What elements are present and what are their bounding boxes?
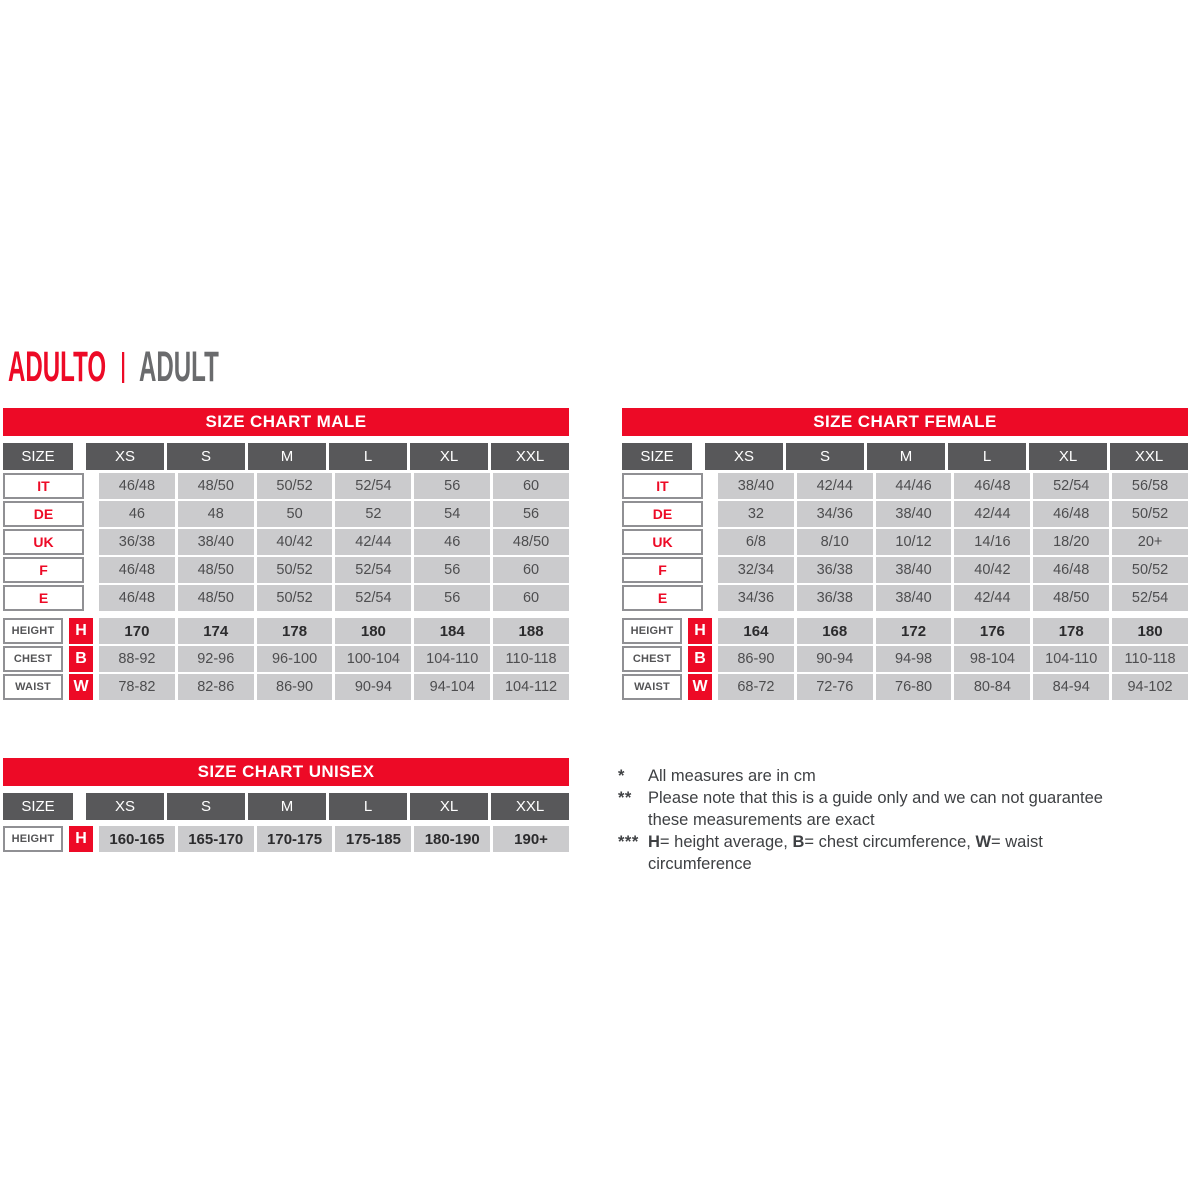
size-row-values: [718, 529, 1188, 555]
row-label-uk: UK: [622, 529, 703, 555]
size-value-cell: 38/40: [876, 557, 952, 583]
size-value-cell: 60: [493, 557, 569, 583]
size-value-cell: 52: [335, 501, 411, 527]
measure-value-cell: 94-102: [1112, 674, 1188, 700]
size-value-cell: 14/16: [954, 529, 1030, 555]
row-label-de: DE: [622, 501, 703, 527]
table-title-banner-unisex: SIZE CHART UNISEX: [3, 758, 569, 786]
footnote-item-3: [618, 831, 1196, 875]
size-value-cell: 44/46: [876, 473, 952, 499]
measure-value-cell: 180: [335, 618, 411, 644]
size-value-cell: 42/44: [954, 585, 1030, 611]
measure-row-values: [718, 618, 1188, 644]
size-value-cell: 48/50: [178, 585, 254, 611]
column-header-xxl: XXL: [1110, 443, 1188, 470]
measure-badge-h: H: [69, 618, 93, 644]
column-header-cells: [705, 443, 1188, 470]
size-value-cell: 20+: [1112, 529, 1188, 555]
column-header-xs: XS: [86, 793, 164, 820]
measure-badge-b: B: [69, 646, 93, 672]
size-value-cell: 8/10: [797, 529, 873, 555]
size-row-de: [622, 501, 1188, 527]
column-header-row: [622, 443, 1188, 470]
measure-row-values: [99, 826, 569, 852]
measure-label-height: HEIGHT: [3, 826, 63, 852]
measure-value-cell: 80-84: [954, 674, 1030, 700]
measure-value-cell: 104-110: [414, 646, 490, 672]
measure-value-cell: 178: [1033, 618, 1109, 644]
size-value-cell: 32/34: [718, 557, 794, 583]
size-row-values: [718, 473, 1188, 499]
measure-value-cell: 188: [493, 618, 569, 644]
footnote-segment: All measures are in cm: [648, 767, 816, 785]
size-header-cell: SIZE: [3, 443, 73, 470]
footnote-marker: **: [618, 789, 632, 807]
size-chart-unisex-table: [3, 758, 569, 854]
size-row-values: [99, 529, 569, 555]
footnote-item-1: [618, 765, 1196, 787]
size-row-it: [622, 473, 1188, 499]
column-header-l: L: [329, 793, 407, 820]
measure-value-cell: 184: [414, 618, 490, 644]
size-row-f: [3, 557, 569, 583]
size-row-values: [99, 501, 569, 527]
size-value-cell: 52/54: [1112, 585, 1188, 611]
size-row-values: [99, 473, 569, 499]
size-value-cell: 52/54: [1033, 473, 1109, 499]
measure-row-chest: [3, 646, 569, 672]
column-header-l: L: [329, 443, 407, 470]
footnote-marker: ***: [618, 833, 639, 851]
size-value-cell: 52/54: [335, 473, 411, 499]
column-header-cells: [86, 793, 569, 820]
measure-badge-w: W: [688, 674, 712, 700]
row-label-f: F: [3, 557, 84, 583]
column-header-xl: XL: [1029, 443, 1107, 470]
measure-value-cell: 76-80: [876, 674, 952, 700]
measure-row-waist: [3, 674, 569, 700]
measure-value-cell: 86-90: [718, 646, 794, 672]
footnote-item-2: [618, 787, 1196, 831]
measure-value-cell: 98-104: [954, 646, 1030, 672]
column-header-s: S: [786, 443, 864, 470]
size-value-cell: 42/44: [797, 473, 873, 499]
size-value-cell: 48: [178, 501, 254, 527]
measure-value-cell: 86-90: [257, 674, 333, 700]
size-value-cell: 56/58: [1112, 473, 1188, 499]
column-header-s: S: [167, 793, 245, 820]
measure-value-cell: 174: [178, 618, 254, 644]
size-value-cell: 34/36: [797, 501, 873, 527]
row-label-it: IT: [622, 473, 703, 499]
size-value-cell: 56: [414, 585, 490, 611]
measure-value-cell: 172: [876, 618, 952, 644]
measure-row-values: [99, 618, 569, 644]
column-header-m: M: [867, 443, 945, 470]
column-header-row: [3, 793, 569, 820]
footnote-bold-term: B: [792, 833, 805, 851]
measure-label-height: HEIGHT: [3, 618, 63, 644]
measure-row-values: [718, 646, 1188, 672]
row-label-de: DE: [3, 501, 84, 527]
title-separator: [122, 352, 124, 383]
measure-badge-b: B: [688, 646, 712, 672]
measure-row-height: [622, 618, 1188, 644]
measure-value-cell: 96-100: [257, 646, 333, 672]
column-header-xl: XL: [410, 443, 488, 470]
footnote-text: [648, 765, 816, 787]
measure-badge-h: H: [688, 618, 712, 644]
size-row-values: [99, 585, 569, 611]
size-value-cell: 50/52: [1112, 557, 1188, 583]
size-value-cell: 56: [414, 557, 490, 583]
row-label-f: F: [622, 557, 703, 583]
size-value-cell: 10/12: [876, 529, 952, 555]
size-row-uk: [622, 529, 1188, 555]
footnote-bold-term: W: [975, 833, 992, 851]
measure-value-cell: 92-96: [178, 646, 254, 672]
size-value-cell: 46: [414, 529, 490, 555]
measure-label-height: HEIGHT: [622, 618, 682, 644]
size-value-cell: 52/54: [335, 557, 411, 583]
size-value-cell: 50: [257, 501, 333, 527]
measure-value-cell: 82-86: [178, 674, 254, 700]
measure-row-height: [3, 618, 569, 644]
column-header-xl: XL: [410, 793, 488, 820]
size-value-cell: 46/48: [1033, 557, 1109, 583]
measure-label-waist: WAIST: [622, 674, 682, 700]
size-value-cell: 50/52: [257, 473, 333, 499]
measure-label-chest: CHEST: [3, 646, 63, 672]
footnote-text: [648, 831, 1145, 875]
measure-value-cell: 72-76: [797, 674, 873, 700]
footnote-marker: *: [618, 767, 625, 785]
size-row-e: [622, 585, 1188, 611]
footnote-bold-term: H: [648, 833, 660, 851]
size-value-cell: 40/42: [257, 529, 333, 555]
measure-row-values: [99, 674, 569, 700]
measure-value-cell: 104-110: [1033, 646, 1109, 672]
size-row-f: [622, 557, 1188, 583]
page-title-primary: ADULTO: [8, 343, 107, 391]
size-value-cell: 50/52: [257, 585, 333, 611]
size-row-values: [718, 501, 1188, 527]
size-value-cell: 60: [493, 473, 569, 499]
size-value-cell: 48/50: [493, 529, 569, 555]
size-value-cell: 48/50: [178, 473, 254, 499]
measure-value-cell: 180: [1112, 618, 1188, 644]
size-row-values: [99, 557, 569, 583]
column-header-row: [3, 443, 569, 470]
measure-badge-h: H: [69, 826, 93, 852]
column-header-xs: XS: [86, 443, 164, 470]
measure-value-cell: 180-190: [414, 826, 490, 852]
size-value-cell: 38/40: [178, 529, 254, 555]
measure-label-chest: CHEST: [622, 646, 682, 672]
measure-value-cell: 110-118: [1112, 646, 1188, 672]
measure-value-cell: 175-185: [335, 826, 411, 852]
measure-row-waist: [622, 674, 1188, 700]
size-value-cell: 6/8: [718, 529, 794, 555]
measure-row-chest: [622, 646, 1188, 672]
measure-label-waist: WAIST: [3, 674, 63, 700]
measure-value-cell: 168: [797, 618, 873, 644]
column-header-l: L: [948, 443, 1026, 470]
size-value-cell: 40/42: [954, 557, 1030, 583]
table-title-banner-male: SIZE CHART MALE: [3, 408, 569, 436]
measure-value-cell: 94-98: [876, 646, 952, 672]
row-label-e: E: [622, 585, 703, 611]
size-row-values: [718, 557, 1188, 583]
size-value-cell: 38/40: [876, 585, 952, 611]
column-header-m: M: [248, 443, 326, 470]
measure-value-cell: 110-118: [493, 646, 569, 672]
size-value-cell: 46/48: [1033, 501, 1109, 527]
size-header-cell: SIZE: [622, 443, 692, 470]
footnote-segment: Please note that this is a guide only and we can not guarantee these measurements are exact: [648, 789, 1103, 829]
size-row-it: [3, 473, 569, 499]
column-header-xxl: XXL: [491, 793, 569, 820]
footnote-segment: = waist circumference: [648, 833, 1043, 873]
footnote-segment: = height average,: [659, 833, 793, 851]
measure-value-cell: 68-72: [718, 674, 794, 700]
size-row-de: [3, 501, 569, 527]
size-header-cell: SIZE: [3, 793, 73, 820]
measure-value-cell: 78-82: [99, 674, 175, 700]
column-header-xs: XS: [705, 443, 783, 470]
row-label-uk: UK: [3, 529, 84, 555]
footnotes: [618, 765, 1196, 875]
size-value-cell: 36/38: [797, 557, 873, 583]
footnote-segment: = chest circumference,: [804, 833, 976, 851]
size-value-cell: 54: [414, 501, 490, 527]
size-value-cell: 46/48: [99, 585, 175, 611]
size-chart-female-table: [622, 408, 1188, 702]
size-row-uk: [3, 529, 569, 555]
column-header-xxl: XXL: [491, 443, 569, 470]
size-chart-male-table: [3, 408, 569, 702]
measure-value-cell: 90-94: [335, 674, 411, 700]
size-value-cell: 50/52: [1112, 501, 1188, 527]
measure-value-cell: 160-165: [99, 826, 175, 852]
size-row-e: [3, 585, 569, 611]
size-value-cell: 42/44: [954, 501, 1030, 527]
size-value-cell: 46/48: [954, 473, 1030, 499]
footnote-text: [648, 787, 1145, 831]
size-value-cell: 56: [493, 501, 569, 527]
measure-value-cell: 170: [99, 618, 175, 644]
measure-value-cell: 164: [718, 618, 794, 644]
measure-value-cell: 165-170: [178, 826, 254, 852]
measure-value-cell: 170-175: [257, 826, 333, 852]
size-value-cell: 34/36: [718, 585, 794, 611]
row-label-it: IT: [3, 473, 84, 499]
measure-value-cell: 190+: [493, 826, 569, 852]
size-value-cell: 48/50: [178, 557, 254, 583]
size-value-cell: 36/38: [797, 585, 873, 611]
size-value-cell: 38/40: [876, 501, 952, 527]
size-value-cell: 48/50: [1033, 585, 1109, 611]
size-value-cell: 60: [493, 585, 569, 611]
measure-value-cell: 94-104: [414, 674, 490, 700]
column-header-s: S: [167, 443, 245, 470]
table-title-banner-female: SIZE CHART FEMALE: [622, 408, 1188, 436]
column-header-cells: [86, 443, 569, 470]
size-value-cell: 18/20: [1033, 529, 1109, 555]
measure-value-cell: 90-94: [797, 646, 873, 672]
size-value-cell: 38/40: [718, 473, 794, 499]
size-value-cell: 50/52: [257, 557, 333, 583]
measure-row-height: [3, 826, 569, 852]
column-header-m: M: [248, 793, 326, 820]
measure-value-cell: 178: [257, 618, 333, 644]
size-value-cell: 52/54: [335, 585, 411, 611]
size-value-cell: 56: [414, 473, 490, 499]
measure-row-values: [718, 674, 1188, 700]
measure-value-cell: 104-112: [493, 674, 569, 700]
measure-value-cell: 100-104: [335, 646, 411, 672]
size-value-cell: 32: [718, 501, 794, 527]
size-value-cell: 46: [99, 501, 175, 527]
measure-value-cell: 88-92: [99, 646, 175, 672]
size-row-values: [718, 585, 1188, 611]
page-title-secondary: ADULT: [139, 343, 219, 391]
size-value-cell: 36/38: [99, 529, 175, 555]
size-value-cell: 46/48: [99, 557, 175, 583]
measure-row-values: [99, 646, 569, 672]
row-label-e: E: [3, 585, 84, 611]
measure-badge-w: W: [69, 674, 93, 700]
size-value-cell: 46/48: [99, 473, 175, 499]
measure-value-cell: 84-94: [1033, 674, 1109, 700]
measure-value-cell: 176: [954, 618, 1030, 644]
size-value-cell: 42/44: [335, 529, 411, 555]
